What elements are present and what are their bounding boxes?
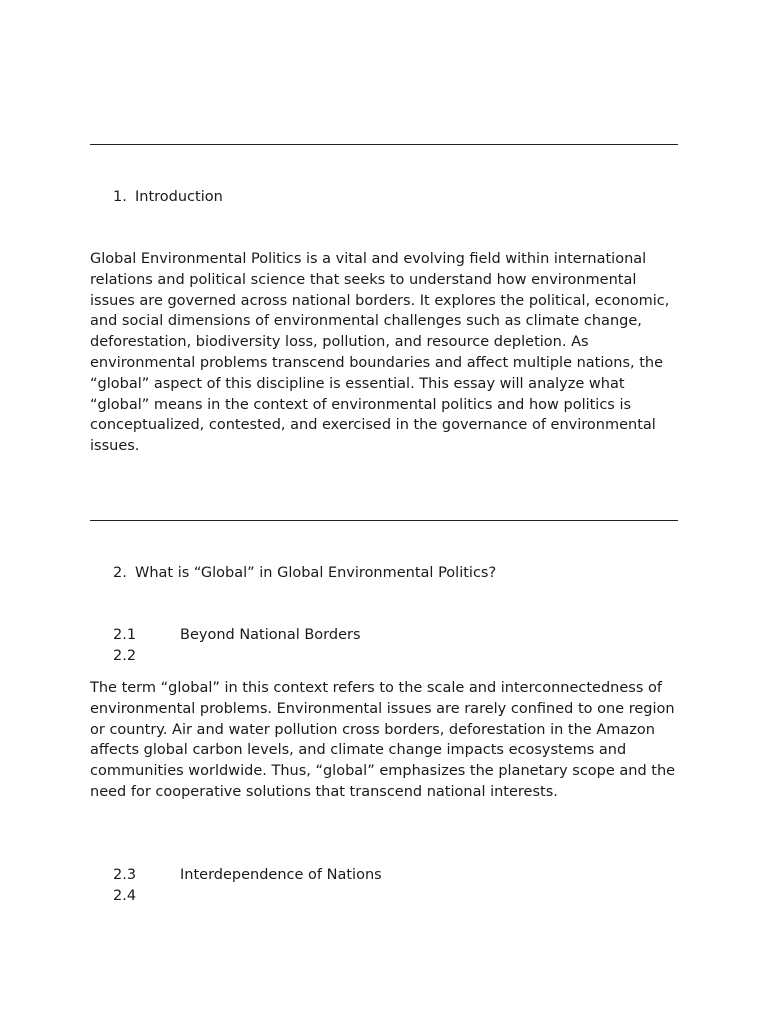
- subsection-heading-beyond-borders: [113, 625, 361, 646]
- section-heading-introduction: [113, 187, 223, 208]
- subsection-number: 2.3: [113, 867, 137, 883]
- section-number: 2.: [113, 565, 127, 581]
- subsection-number: 2.4: [113, 888, 137, 904]
- subsection-number: 2.2: [113, 648, 137, 664]
- subsection-title: Interdependence of Nations: [180, 867, 382, 883]
- section-heading-global: [113, 563, 496, 584]
- section-number: 1.: [113, 189, 127, 205]
- horizontal-rule: [90, 520, 678, 521]
- subsection-heading-empty: [113, 886, 180, 907]
- subsection-heading-interdependence: [113, 865, 382, 886]
- global-paragraph: The term “global” in this context refers to the scale and interconnectedness of environmental problems. Environmental issues are rarely confined to one region or country. Air and water pollution cross borders, deforestation in the Amazon affects global carbon levels, and climate change impacts ecosystems and communities worldwide. Thus, “global” emphasizes the planetary scope and the need for cooperative solutions that transcend national interests.: [90, 680, 676, 800]
- subsection-heading-empty: [113, 646, 180, 667]
- horizontal-rule: [90, 144, 678, 145]
- introduction-paragraph: Global Environmental Politics is a vital and evolving field within international relations and political science that seeks to understand how environmental issues are governed across national borders. It explores the political, economic, and social dimensions of environmental challenges such as climate change, deforestation, biodiversity loss, pollution, and resource depletion. As environmental problems transcend boundaries and affect multiple nations, the “global” aspect of this discipline is essential. This essay will analyze what “global” means in the context of environmental politics and how politics is conceptualized, contested, and exercised in the governance of environmental issues.: [90, 251, 670, 455]
- section-title: Introduction: [135, 189, 223, 205]
- section-title: What is “Global” in Global Environmental Politics?: [135, 565, 497, 581]
- subsection-title: Beyond National Borders: [180, 627, 361, 643]
- subsection-number: 2.1: [113, 627, 137, 643]
